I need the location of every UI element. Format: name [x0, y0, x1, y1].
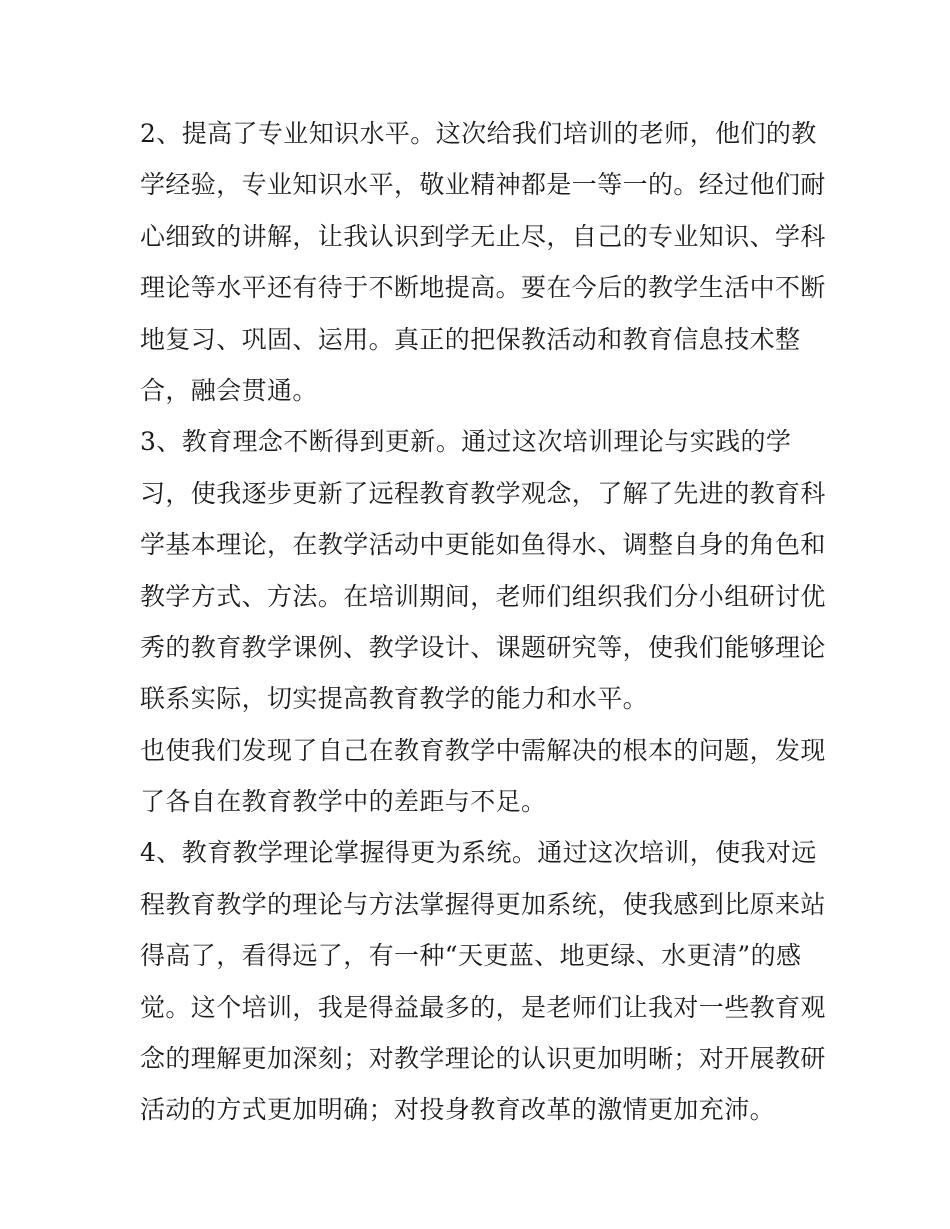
text-line: 心细致的讲解，让我认识到学无止尽，自己的专业知识、学科 [140, 221, 826, 251]
text-line: 联系实际，切实提高教育教学的能力和水平。 [140, 684, 649, 714]
text-line: 学基本理论，在教学活动中更能如鱼得水、调整自身的角色和 [140, 530, 826, 560]
text-line: 4、教育教学理论掌握得更为系统。通过这次培训，使我对远 [140, 838, 817, 868]
text-line: 程教育教学的理论与方法掌握得更加系统，使我感到比原来站 [140, 889, 826, 919]
text-line: 秀的教育教学课例、教学设计、课题研究等，使我们能够理论 [140, 632, 826, 662]
text-line: 了各自在教育教学中的差距与不足。 [140, 787, 547, 817]
text-line: 3、教育理念不断得到更新。通过这次培训理论与实践的学 [140, 427, 792, 457]
text-line: 地复习、巩固、运用。真正的把保教活动和教育信息技术整 [140, 324, 801, 354]
text-line: 得高了，看得远了，有一种“天更蓝、地更绿、水更清”的感 [140, 941, 802, 971]
text-line: 习，使我逐步更新了远程教育教学观念，了解了先进的教育科 [140, 478, 826, 508]
text-line: 活动的方式更加明确；对投身教育改革的激情更加充沛。 [140, 1095, 776, 1125]
text-line: 学经验，专业知识水平，敬业精神都是一等一的。经过他们耐 [140, 170, 826, 200]
text-line: 合，融会贯通。 [140, 375, 318, 405]
text-line: 教学方式、方法。在培训期间，老师们组织我们分小组研讨优 [140, 581, 826, 611]
text-line: 也使我们发现了自己在教育教学中需解决的根本的问题，发现 [140, 735, 826, 765]
text-line: 念的理解更加深刻；对教学理论的认识更加明晰；对开展教研 [140, 1044, 826, 1074]
text-line: 理论等水平还有待于不断地提高。要在今后的教学生活中不断 [140, 273, 826, 303]
document-body [140, 108, 826, 1136]
text-line: 觉。这个培训，我是得益最多的，是老师们让我对一些教育观 [140, 992, 826, 1022]
text-line: 2、提高了专业知识水平。这次给我们培训的老师，他们的教 [140, 119, 817, 148]
